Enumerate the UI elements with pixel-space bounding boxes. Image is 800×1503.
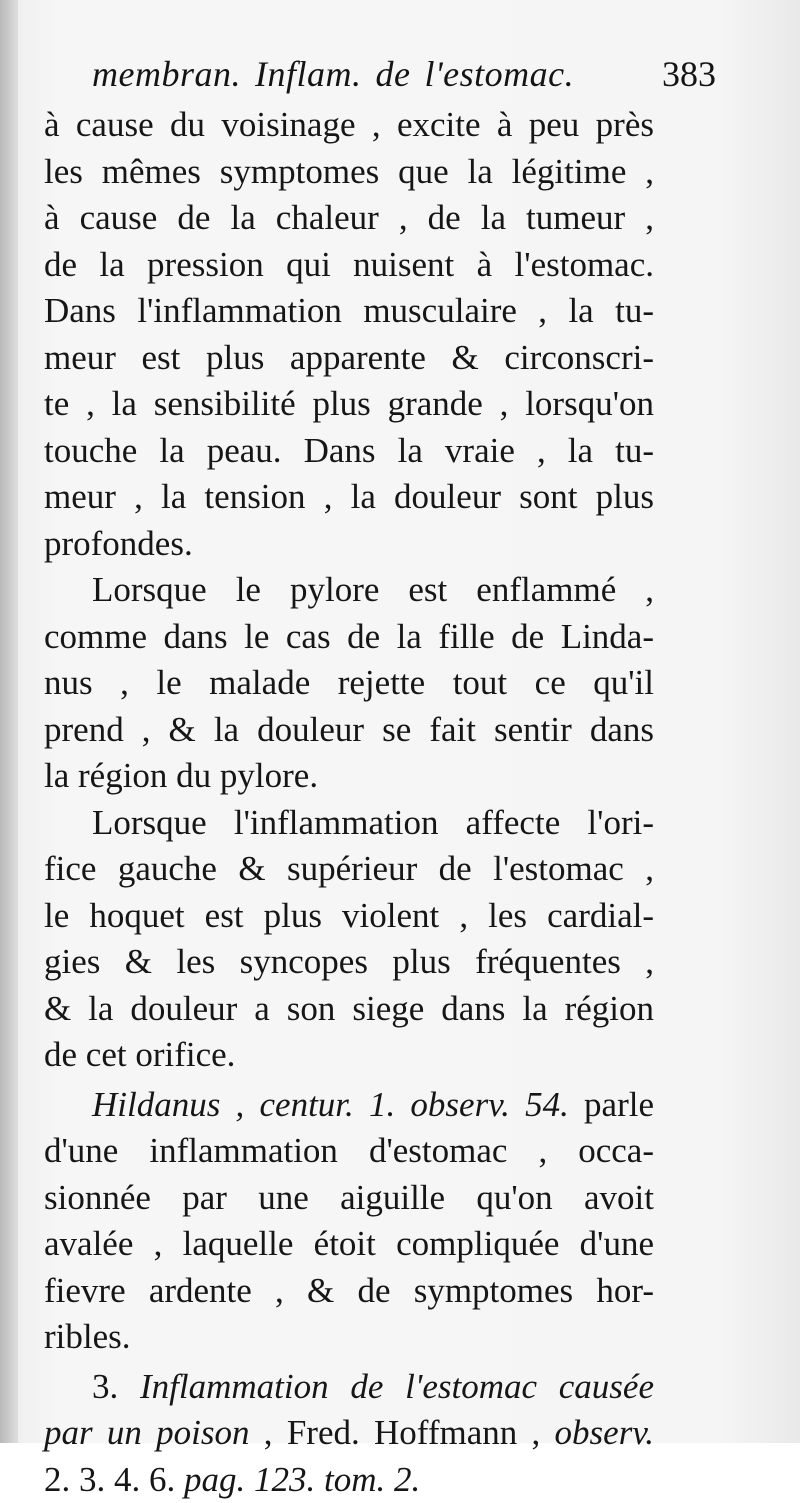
running-head-word: l'estomac.	[424, 54, 574, 94]
running-head-word: membran.	[92, 54, 241, 94]
page-gutter-shadow	[0, 0, 18, 1443]
paragraph-start: Lorsque l'inflammation affecte l'ori-	[44, 800, 654, 847]
text-line: de la pression qui nuisent à l'estomac.	[44, 242, 654, 289]
observation-numbers: 2. 3. 4. 6.	[44, 1460, 184, 1499]
text-line: fievre ardente , & de symptomes hor-	[44, 1268, 654, 1315]
body-text	[44, 102, 654, 1503]
text-line: à cause de la chaleur , de la tumeur ,	[44, 195, 654, 242]
text-line: d'une inflammation d'estomac , occa-	[44, 1128, 654, 1175]
text-line: à cause du voisinage , excite à peu près	[44, 102, 654, 149]
page-number: 383	[662, 44, 716, 104]
section-heading-line	[44, 1364, 654, 1411]
text-line: de cet orifice.	[44, 1032, 654, 1079]
citation-line	[44, 1082, 654, 1129]
running-head	[92, 44, 652, 104]
section-number: 3.	[92, 1367, 118, 1406]
text-line: profondes.	[44, 521, 654, 568]
text-line: fice gauche & supérieur de l'estomac ,	[44, 846, 654, 893]
text-line	[44, 1457, 654, 1503]
text-line: sionnée par une aiguille qu'on avoit	[44, 1175, 654, 1222]
text-line: prend , & la douleur se fait sentir dans	[44, 707, 654, 754]
author-reference: , Fred. Hoffmann ,	[250, 1413, 555, 1452]
text-line: le hoquet est plus violent , les cardial-	[44, 893, 654, 940]
running-head-word: de	[375, 54, 410, 94]
text-line: meur est plus apparente & circonscri-	[44, 335, 654, 382]
page-reference: pag. 123. tom. 2.	[184, 1460, 420, 1499]
paragraph-start: Lorsque le pylore est enflammé ,	[44, 567, 654, 614]
text-line: ribles.	[44, 1314, 654, 1361]
section-title: Inflammation de l'estomac causée	[140, 1367, 654, 1406]
text-line: nus , le malade rejette tout ce qu'il	[44, 660, 654, 707]
text-line: avalée , laquelle étoit compliquée d'une	[44, 1221, 654, 1268]
observation-abbrev: observ.	[555, 1413, 654, 1452]
citation-verb: parle	[569, 1085, 654, 1124]
text-line: Dans l'inflammation musculaire , la tu-	[44, 288, 654, 335]
text-line: & la douleur a son siege dans la région	[44, 986, 654, 1033]
text-line: les mêmes symptomes que la légitime ,	[44, 149, 654, 196]
text-line: la région du pylore.	[44, 753, 654, 800]
text-line: meur , la tension , la douleur sont plus	[44, 474, 654, 521]
text-line: touche la peau. Dans la vraie , la tu-	[44, 428, 654, 475]
citation-reference: Hildanus , centur. 1. observ. 54.	[92, 1085, 569, 1124]
text-line: gies & les syncopes plus fréquentes ,	[44, 939, 654, 986]
text-line: comme dans le cas de la fille de Linda-	[44, 614, 654, 661]
text-line	[44, 1410, 654, 1457]
text-line: te , la sensibilité plus grande , lorsqu'on	[44, 381, 654, 428]
section-title-continued: par un poison	[44, 1413, 250, 1452]
running-head-word: Inflam.	[255, 54, 362, 94]
